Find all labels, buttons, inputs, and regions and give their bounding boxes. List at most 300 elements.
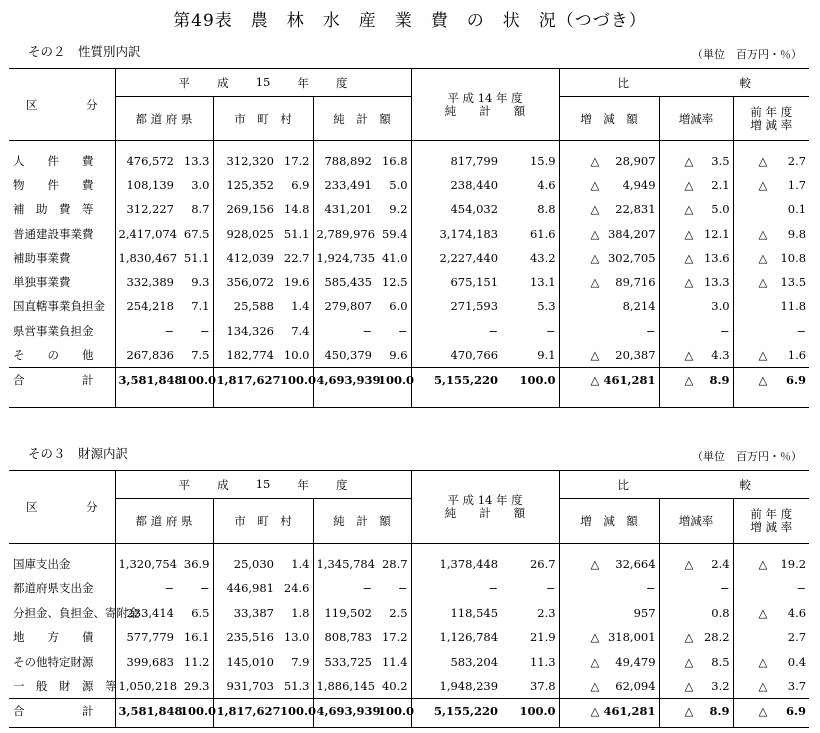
- value-cell: 15.9: [529, 153, 556, 168]
- page-title: 第49表 農 林 水 産 業 費 の 状 況（つづき）: [173, 11, 647, 31]
- spacer-cell: [501, 544, 559, 552]
- value-cell: 271,593: [411, 294, 501, 318]
- fy15-char: 成: [217, 477, 229, 492]
- comparison-value: 13.5: [780, 275, 807, 290]
- spacer-cell: [733, 141, 809, 149]
- triangle-icon: △: [684, 347, 694, 362]
- comparison-cell: [733, 149, 809, 173]
- value-cell: −: [411, 319, 501, 343]
- triangle-icon: △: [684, 630, 694, 645]
- comparison-value: 8.9: [709, 373, 730, 388]
- value-cell: 16.1: [183, 630, 210, 645]
- comparison-value: 957: [633, 605, 656, 620]
- comparison-value: 12.1: [703, 226, 730, 241]
- row-label: 単独事業費: [13, 275, 71, 290]
- value-cell: 267,836: [115, 343, 177, 367]
- value-cell: 1,830,467: [115, 246, 177, 270]
- table-row: [9, 294, 809, 318]
- fy15-char: 度: [336, 477, 348, 492]
- value-cell: 100.0: [375, 699, 411, 724]
- spacer-cell: [177, 724, 213, 728]
- triangle-icon: △: [758, 679, 768, 693]
- header-fy14-net: [411, 69, 559, 141]
- comparison-char: 比: [617, 477, 630, 492]
- fy15-char: 平: [178, 75, 190, 90]
- spacer-cell: [9, 393, 115, 407]
- value-cell: 125,352: [213, 173, 277, 197]
- comparison-cell: [733, 343, 809, 367]
- comparison-cell: [733, 221, 809, 245]
- unit-label-3: （単位 百万円・％）: [692, 450, 802, 463]
- triangle-icon: △: [590, 704, 600, 719]
- triangle-icon: △: [590, 347, 600, 362]
- value-cell: −: [545, 323, 556, 338]
- spacer-cell: [659, 724, 733, 728]
- value-cell: 100.0: [375, 367, 411, 393]
- spacer-cell: [277, 724, 313, 728]
- value-cell: 269,156: [213, 197, 277, 221]
- spacer-cell: [659, 393, 733, 407]
- value-cell: 3,581,848: [115, 699, 177, 724]
- value-cell: −: [199, 581, 210, 596]
- comparison-value: 6.9: [786, 373, 807, 388]
- value-cell: 108,139: [115, 173, 177, 197]
- comparison-value: 28,907: [615, 153, 656, 168]
- triangle-icon: △: [758, 654, 768, 669]
- triangle-icon: △: [590, 373, 600, 388]
- spacer-cell: [177, 393, 213, 407]
- comparison-cell: [559, 650, 659, 675]
- comparison-cell: [559, 294, 659, 318]
- triangle-icon: △: [758, 153, 768, 168]
- value-cell: 6.5: [191, 605, 210, 620]
- comparison-cell: [659, 294, 733, 318]
- value-cell: 145,010: [213, 650, 277, 675]
- value-cell: 51.1: [183, 250, 210, 265]
- spacer-cell: [659, 141, 733, 149]
- spacer-cell: [733, 544, 809, 552]
- value-cell: 12.5: [381, 275, 408, 290]
- comparison-cell: [559, 576, 659, 601]
- row-label: 分担金、負担金、寄附金: [13, 605, 140, 620]
- value-cell: 5,155,220: [411, 367, 501, 393]
- header-prev-year-rate: [733, 97, 809, 141]
- header-municipalities: 市 町 村: [213, 499, 313, 544]
- prev-year-label: 前 年 度: [750, 104, 793, 119]
- spacer-cell: [213, 393, 277, 407]
- value-cell: 431,201: [313, 197, 375, 221]
- value-cell: 254,218: [115, 294, 177, 318]
- prev-year-label: 前 年 度: [750, 507, 793, 521]
- spacer-cell: [375, 393, 411, 407]
- spacer-cell: [733, 393, 809, 407]
- value-cell: 412,039: [213, 246, 277, 270]
- value-cell: 24.6: [283, 581, 310, 596]
- value-cell: −: [397, 323, 408, 338]
- comparison-cell: [733, 552, 809, 577]
- value-cell: 583,204: [411, 650, 501, 675]
- value-cell: 40.2: [381, 679, 408, 693]
- spacer-cell: [277, 544, 313, 552]
- triangle-icon: △: [590, 153, 600, 168]
- table-section-3: [9, 470, 809, 728]
- value-cell: 585,435: [313, 270, 375, 294]
- value-cell: 356,072: [213, 270, 277, 294]
- value-cell: 59.4: [381, 226, 408, 241]
- spacer-cell: [9, 724, 115, 728]
- value-cell: 118,545: [411, 601, 501, 626]
- comparison-cell: [733, 699, 809, 724]
- triangle-icon: △: [684, 153, 694, 168]
- section-2-label: その２ 性質別内訳: [28, 44, 141, 59]
- comparison-cell: [559, 625, 659, 650]
- change-rate-label: 増 減 率: [750, 520, 793, 534]
- spacer-cell: [733, 724, 809, 728]
- triangle-icon: △: [758, 373, 768, 388]
- row-label: 物 件 費: [13, 177, 94, 192]
- row-label: 補助事業費: [13, 250, 71, 265]
- triangle-icon: △: [758, 556, 768, 571]
- comparison-value: 4.3: [711, 347, 730, 362]
- triangle-icon: △: [590, 275, 600, 290]
- comparison-value: −: [719, 581, 730, 596]
- spacer-cell: [115, 141, 177, 149]
- comparison-cell: [659, 197, 733, 221]
- comparison-value: 28.2: [703, 630, 730, 645]
- comparison-value: 10.8: [780, 250, 807, 265]
- value-cell: 279,807: [313, 294, 375, 318]
- comparison-cell: [659, 270, 733, 294]
- comparison-value: −: [645, 323, 656, 338]
- value-cell: 22.7: [283, 250, 310, 265]
- comparison-value: 8,214: [622, 299, 656, 314]
- value-cell: 808,783: [313, 625, 375, 650]
- comparison-value: 461,281: [603, 704, 656, 719]
- value-cell: 1,817,627: [213, 367, 277, 393]
- value-cell: 2,789,976: [313, 221, 375, 245]
- triangle-icon: △: [590, 226, 600, 241]
- value-cell: 233,491: [313, 173, 375, 197]
- comparison-cell: [659, 367, 733, 393]
- value-cell: 1,378,448: [411, 552, 501, 577]
- comparison-cell: [659, 699, 733, 724]
- comparison-char: 較: [739, 75, 752, 90]
- triangle-icon: △: [590, 202, 600, 217]
- comparison-value: 1.7: [787, 177, 807, 192]
- comparison-value: 32,664: [615, 556, 656, 571]
- comparison-cell: [659, 552, 733, 577]
- comparison-cell: [559, 173, 659, 197]
- value-cell: 312,227: [115, 197, 177, 221]
- value-cell: 1,050,218: [115, 674, 177, 699]
- triangle-icon: △: [684, 654, 694, 669]
- comparison-cell: [733, 197, 809, 221]
- comparison-value: 5.0: [711, 202, 730, 217]
- row-label: その他特定財源: [13, 654, 94, 669]
- value-cell: 6.9: [291, 177, 310, 192]
- comparison-value: 3.7: [787, 679, 807, 693]
- spacer-cell: [375, 544, 411, 552]
- header-prefectures: 都 道 府 県: [115, 499, 213, 544]
- value-cell: 100.0: [177, 699, 213, 724]
- value-cell: 16.8: [381, 153, 408, 168]
- value-cell: 17.2: [283, 153, 310, 168]
- comparison-value: 89,716: [615, 275, 656, 290]
- triangle-icon: △: [684, 202, 694, 217]
- spacer-cell: [411, 544, 501, 552]
- value-cell: 26.7: [529, 556, 556, 571]
- spacer-cell: [659, 544, 733, 552]
- value-cell: 577,779: [115, 625, 177, 650]
- value-cell: 41.0: [381, 250, 408, 265]
- triangle-icon: △: [684, 679, 694, 693]
- value-cell: 312,320: [213, 149, 277, 173]
- fy14-net-label: 純 計 額: [444, 103, 526, 118]
- value-cell: 100.0: [277, 367, 313, 393]
- comparison-value: 3.0: [711, 299, 730, 314]
- comparison-cell: [559, 552, 659, 577]
- comparison-value: 6.9: [786, 704, 807, 719]
- fy14-label: 平 成 14 年 度: [447, 493, 523, 507]
- value-cell: 134,326: [213, 319, 277, 343]
- value-cell: −: [397, 581, 408, 596]
- value-cell: 14.8: [283, 202, 310, 217]
- header-change-rate: 増減率: [659, 499, 733, 544]
- spacer-cell: [115, 544, 177, 552]
- value-cell: 450,379: [313, 343, 375, 367]
- value-cell: 533,725: [313, 650, 375, 675]
- header-fy15: [115, 471, 411, 499]
- spacer-cell: [559, 724, 659, 728]
- comparison-value: 22,831: [615, 202, 656, 217]
- row-label: 一 般 財 源 等: [13, 679, 117, 693]
- value-cell: 13.3: [183, 153, 210, 168]
- spacer-cell: [213, 724, 277, 728]
- header-prefectures: 都 道 府 県: [115, 97, 213, 141]
- comparison-value: 49,479: [615, 654, 656, 669]
- comparison-value: 9.8: [787, 226, 807, 241]
- value-cell: 43.2: [529, 250, 556, 265]
- row-label: 人 件 費: [13, 153, 94, 168]
- comparison-value: 0.4: [787, 654, 807, 669]
- table-section-2: [9, 68, 809, 408]
- value-cell: 399,683: [115, 650, 177, 675]
- comparison-cell: [659, 173, 733, 197]
- triangle-icon: △: [758, 347, 768, 362]
- value-cell: 6.0: [389, 299, 408, 314]
- row-label: 国直轄事業負担金: [13, 299, 105, 314]
- triangle-icon: △: [684, 250, 694, 265]
- comparison-cell: [559, 246, 659, 270]
- comparison-value: 11.8: [780, 299, 807, 314]
- comparison-value: 4.6: [787, 605, 807, 620]
- value-cell: 1,886,145: [313, 674, 375, 699]
- triangle-icon: △: [684, 704, 694, 719]
- change-rate-label: 増 減 率: [750, 117, 793, 132]
- comparison-value: 2.7: [787, 153, 807, 168]
- value-cell: 233,414: [115, 601, 177, 626]
- comparison-cell: [559, 197, 659, 221]
- header-fy15: [115, 69, 411, 97]
- comparison-cell: [559, 674, 659, 699]
- row-label: 国庫支出金: [13, 556, 71, 571]
- row-label: 県営事業負担金: [13, 323, 94, 338]
- header-fy14-net: [411, 471, 559, 544]
- value-cell: 2,227,440: [411, 246, 501, 270]
- table-row: [9, 197, 809, 221]
- value-cell: 9.3: [191, 275, 210, 290]
- comparison-cell: [733, 270, 809, 294]
- section-3-label: その３ 財源内訳: [28, 446, 129, 461]
- fy15-char: 平: [178, 477, 190, 492]
- comparison-value: 62,094: [615, 679, 656, 693]
- comparison-value: 3.2: [711, 679, 730, 693]
- value-cell: 1,126,784: [411, 625, 501, 650]
- spacer-cell: [9, 544, 115, 552]
- comparison-char: 較: [739, 477, 752, 492]
- value-cell: 13.1: [529, 275, 556, 290]
- fy15-char: 15: [255, 74, 271, 89]
- triangle-icon: △: [758, 226, 768, 241]
- row-label: 補 助 費 等: [13, 202, 94, 217]
- value-cell: 4,693,939: [313, 367, 375, 393]
- value-cell: 9.6: [389, 347, 408, 362]
- value-cell: 7.9: [291, 654, 310, 669]
- triangle-icon: △: [684, 177, 694, 192]
- value-cell: 119,502: [313, 601, 375, 626]
- table-row: [9, 270, 809, 294]
- row-label: 普通建設事業費: [13, 226, 94, 241]
- value-cell: 3,174,183: [411, 221, 501, 245]
- comparison-value: −: [719, 323, 730, 338]
- comparison-cell: [659, 601, 733, 626]
- comparison-char: 比: [617, 75, 630, 90]
- value-cell: −: [115, 319, 177, 343]
- comparison-value: 384,207: [607, 226, 656, 241]
- header-municipalities: 市 町 村: [213, 97, 313, 141]
- row-label: 合 計: [9, 699, 115, 724]
- kubun-char: 区: [26, 500, 38, 514]
- comparison-value: 13.3: [703, 275, 730, 290]
- comparison-cell: [733, 650, 809, 675]
- header-change-rate: 増減率: [659, 97, 733, 141]
- value-cell: 36.9: [183, 556, 210, 571]
- kubun-char: 分: [86, 97, 98, 112]
- value-cell: 235,516: [213, 625, 277, 650]
- value-cell: 100.0: [177, 367, 213, 393]
- comparison-cell: [733, 367, 809, 393]
- spacer-cell: [277, 393, 313, 407]
- table-row: [9, 601, 809, 626]
- comparison-value: −: [796, 581, 807, 596]
- comparison-cell: [559, 367, 659, 393]
- fy15-char: 成: [217, 75, 229, 90]
- kubun-char: 区: [26, 97, 38, 112]
- spacer-cell: [213, 141, 277, 149]
- comparison-cell: [733, 601, 809, 626]
- spacer-cell: [177, 141, 213, 149]
- comparison-cell: [559, 699, 659, 724]
- spacer-cell: [411, 141, 501, 149]
- value-cell: 928,025: [213, 221, 277, 245]
- value-cell: −: [313, 576, 375, 601]
- value-cell: 8.7: [191, 202, 210, 217]
- table-row: [9, 173, 809, 197]
- spacer-cell: [411, 393, 501, 407]
- value-cell: 5.0: [389, 177, 408, 192]
- value-cell: 2,417,074: [115, 221, 177, 245]
- comparison-cell: [733, 246, 809, 270]
- spacer-cell: [115, 393, 177, 407]
- triangle-icon: △: [590, 556, 600, 571]
- spacer-cell: [277, 141, 313, 149]
- spacer-cell: [313, 141, 375, 149]
- value-cell: 1,817,627: [213, 699, 277, 724]
- triangle-icon: △: [758, 275, 768, 290]
- value-cell: 182,774: [213, 343, 277, 367]
- value-cell: 1,924,735: [313, 246, 375, 270]
- comparison-cell: [659, 343, 733, 367]
- value-cell: 9.2: [389, 202, 408, 217]
- value-cell: 1,345,784: [313, 552, 375, 577]
- triangle-icon: △: [590, 654, 600, 669]
- comparison-value: 13.6: [703, 250, 730, 265]
- comparison-cell: [659, 650, 733, 675]
- comparison-cell: [659, 221, 733, 245]
- comparison-cell: [659, 674, 733, 699]
- value-cell: 4.6: [537, 177, 556, 192]
- value-cell: −: [313, 319, 375, 343]
- value-cell: 238,440: [411, 173, 501, 197]
- spacer-cell: [501, 724, 559, 728]
- spacer-cell: [313, 393, 375, 407]
- comparison-value: −: [645, 581, 656, 596]
- value-cell: 476,572: [115, 149, 177, 173]
- fy15-char: 年: [297, 477, 309, 492]
- comparison-cell: [659, 149, 733, 173]
- comparison-cell: [733, 173, 809, 197]
- comparison-value: 3.5: [711, 153, 730, 168]
- triangle-icon: △: [684, 373, 694, 388]
- spacer-cell: [213, 544, 277, 552]
- fy14-label: 平 成 14 年 度: [447, 90, 523, 105]
- value-cell: 100.0: [277, 699, 313, 724]
- triangle-icon: △: [590, 679, 600, 693]
- value-cell: 7.4: [291, 323, 310, 338]
- comparison-value: −: [796, 323, 807, 338]
- table-row: [9, 246, 809, 270]
- comparison-value: 4,949: [622, 177, 656, 192]
- value-cell: −: [115, 576, 177, 601]
- comparison-value: 0.8: [711, 605, 730, 620]
- value-cell: 11.4: [381, 654, 408, 669]
- header-net-total: 純 計 額: [313, 97, 411, 141]
- triangle-icon: △: [590, 630, 600, 645]
- comparison-value: 302,705: [607, 250, 656, 265]
- comparison-value: 2.1: [711, 177, 730, 192]
- value-cell: 3,581,848: [115, 367, 177, 393]
- comparison-value: 2.7: [787, 630, 807, 645]
- spacer-cell: [559, 393, 659, 407]
- spacer-cell: [559, 544, 659, 552]
- comparison-cell: [559, 343, 659, 367]
- table-row: [9, 650, 809, 675]
- value-cell: 7.5: [191, 347, 210, 362]
- value-cell: 61.6: [529, 226, 556, 241]
- row-label: 合 計: [9, 367, 115, 393]
- value-cell: 3.0: [191, 177, 210, 192]
- table-row: [9, 552, 809, 577]
